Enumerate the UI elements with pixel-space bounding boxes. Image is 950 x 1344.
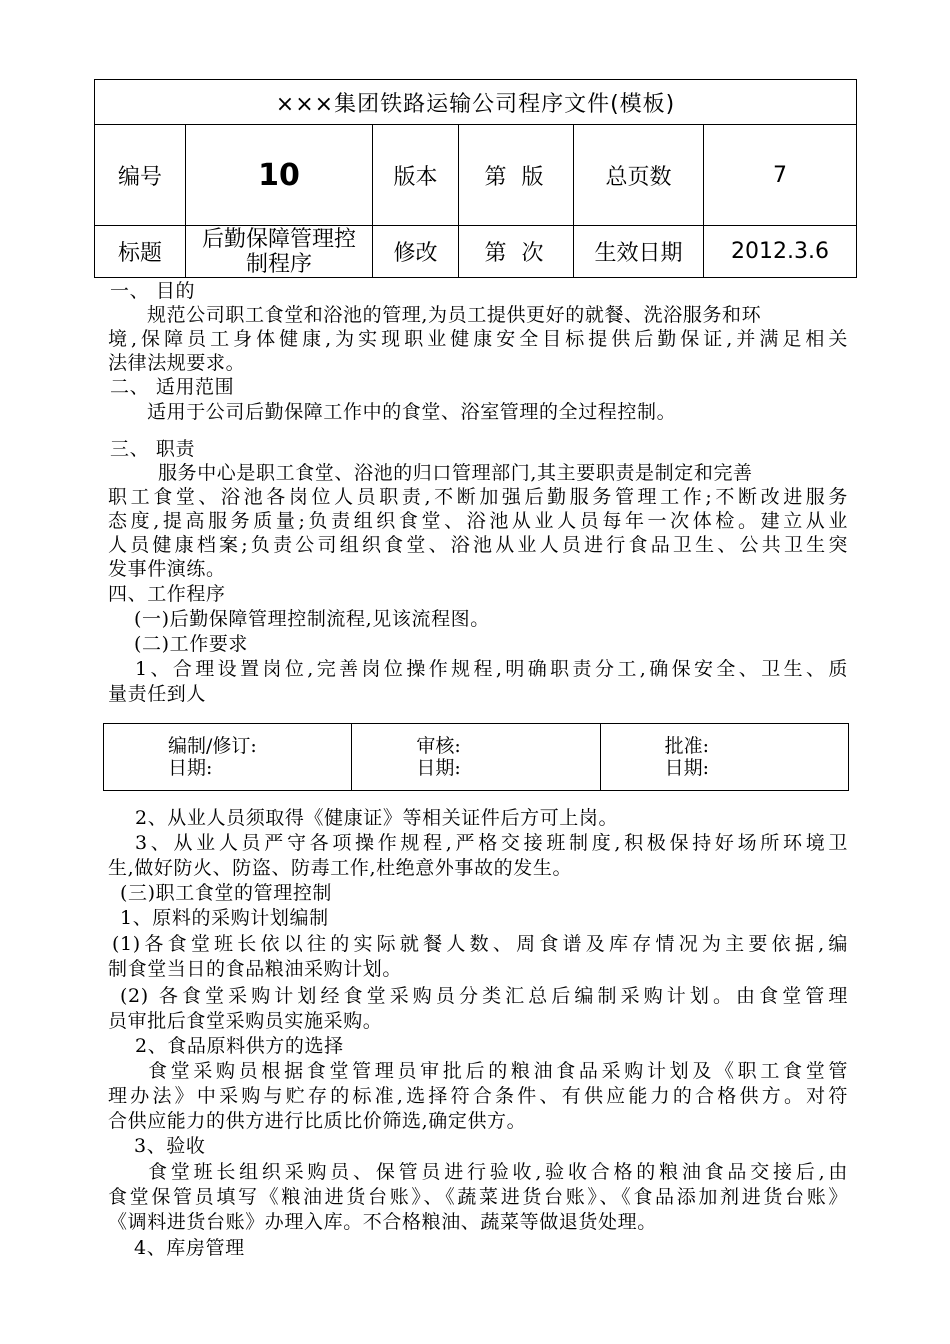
paragraph-line: 2、从业人员须取得《健康证》等相关证件后方可上岗。: [135, 807, 619, 829]
paragraph-line: 《调料进货台账》办理入库。不合格粮油、蔬菜等做退货处理。: [108, 1211, 657, 1233]
label-effective-date: 生效日期: [574, 226, 704, 278]
approved-label: 批准:: [664, 735, 710, 757]
paragraph-line: 员审批后食堂采购员实施采购。: [108, 1010, 383, 1032]
paragraph-line: 3、从业人员严守各项操作规程,严格交接班制度,积极保持好场所环境卫: [135, 832, 848, 854]
signature-cell-prepared: [104, 724, 352, 791]
value-effective-date: 2012.3.6: [704, 226, 857, 278]
value-version: 第 版: [459, 125, 574, 226]
subsection-heading: 3、验收: [134, 1135, 206, 1157]
subsection-heading: (二)工作要求: [134, 633, 249, 655]
paragraph-line: 境,保障员工身体健康,为实现职业健康安全目标提供后勤保证,并满足相关: [108, 328, 848, 350]
label-revision: 修改: [373, 226, 459, 278]
paragraph-line: 适用于公司后勤保障工作中的食堂、浴室管理的全过程控制。: [147, 401, 677, 423]
signature-cell-approved: [600, 724, 848, 791]
section-heading: 二、 适用范围: [110, 376, 235, 398]
signature-cell-reviewed: [352, 724, 600, 791]
paragraph-line: 人员健康档案;负责公司组织食堂、浴池从业人员进行食品卫生、公共卫生突: [108, 534, 848, 556]
prepared-date-label: 日期:: [168, 757, 213, 779]
reviewed-label: 审核:: [416, 735, 461, 757]
value-revision: 第 次: [459, 226, 574, 278]
value-number: 10: [186, 125, 373, 226]
subsection-heading: 1、原料的采购计划编制: [120, 907, 329, 929]
paragraph-line: 服务中心是职工食堂、浴池的归口管理部门,其主要职责是制定和完善: [158, 462, 753, 484]
value-title-text: 后勤保障管理控制程序: [201, 226, 356, 277]
section-heading: 一、 目的: [110, 280, 196, 302]
label-title: 标题: [95, 226, 186, 278]
subsection-heading: (一)后勤保障管理控制流程,见该流程图。: [134, 608, 490, 630]
paragraph-line: 职工食堂、浴池各岗位人员职责,不断加强后勤服务管理工作;不断改进服务: [108, 486, 848, 508]
paragraph-line: 法律法规要求。: [108, 352, 246, 374]
subsection-heading: 2、食品原料供方的选择: [135, 1035, 344, 1057]
paragraph-line: 食堂保管员填写《粮油进货台账》、《蔬菜进货台账》、《食品添加剂进货台账》: [108, 1186, 848, 1208]
signature-table: [103, 723, 849, 791]
value-total-pages: 7: [704, 125, 857, 226]
subsection-heading: (三)职工食堂的管理控制: [120, 882, 333, 904]
subsection-heading: 4、库房管理: [134, 1237, 245, 1259]
paragraph-line: 制食堂当日的食品粮油采购计划。: [108, 958, 403, 980]
paragraph-line: 态度,提高服务质量;负责组织食堂、浴池从业人员每年一次体检。建立从业: [108, 510, 848, 532]
header-table: [94, 79, 857, 278]
label-version: 版本: [373, 125, 459, 226]
value-title: [186, 226, 373, 278]
section-heading: 三、 职责: [110, 438, 196, 460]
paragraph-line: 食堂班长组织采购员、保管员进行验收,验收合格的粮油食品交接后,由: [148, 1161, 848, 1183]
paragraph-line: 生,做好防火、防盗、防毒工作,杜绝意外事故的发生。: [108, 857, 573, 879]
paragraph-line: 食堂采购员根据食堂管理员审批后的粮油食品采购计划及《职工食堂管: [148, 1060, 848, 1082]
label-number: 编号: [95, 125, 186, 226]
label-total-pages: 总页数: [574, 125, 704, 226]
paragraph-line: 合供应能力的供方进行比质比价筛选,确定供方。: [108, 1110, 527, 1132]
paragraph-line: (1)各食堂班长依以往的实际就餐人数、周食谱及库存情况为主要依据,编: [112, 933, 848, 955]
paragraph-line: 量责任到人: [108, 683, 207, 705]
paragraph-line: 发事件演练。: [108, 558, 226, 580]
document-title: ×××集团铁路运输公司程序文件(模板): [95, 80, 857, 125]
approved-date-label: 日期:: [664, 757, 710, 779]
paragraph-line: (2) 各食堂采购计划经食堂采购员分类汇总后编制采购计划。由食堂管理: [120, 985, 848, 1007]
paragraph-line: 1、合理设置岗位,完善岗位操作规程,明确职责分工,确保安全、卫生、质: [135, 658, 848, 680]
section-heading: 四、工作程序: [108, 583, 226, 605]
paragraph-line: 理办法》中采购与贮存的标准,选择符合条件、有供应能力的合格供方。对符: [108, 1085, 848, 1107]
prepared-label: 编制/修订:: [168, 735, 257, 757]
paragraph-line: 规范公司职工食堂和浴池的管理,为员工提供更好的就餐、洗浴服务和环: [147, 304, 762, 326]
reviewed-date-label: 日期:: [416, 757, 461, 779]
